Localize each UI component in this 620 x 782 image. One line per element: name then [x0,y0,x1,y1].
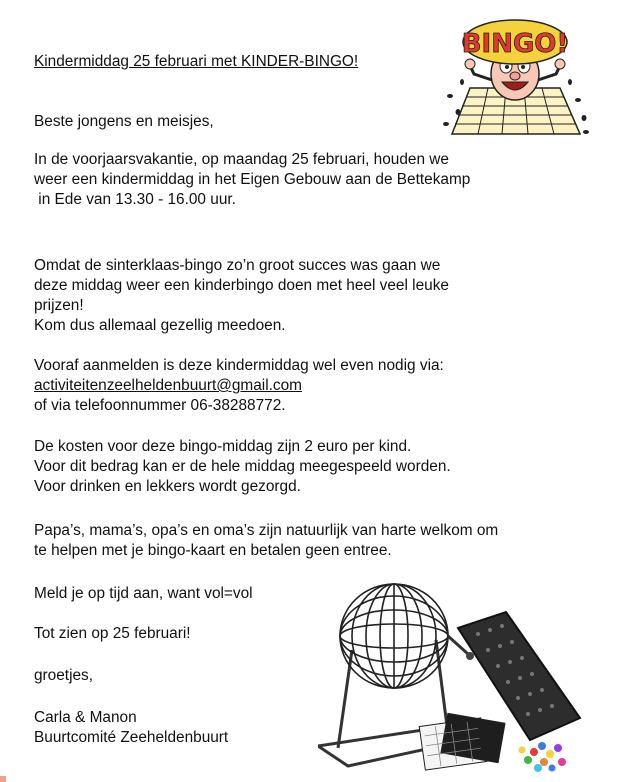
phone-line: of via telefoonnummer 06-38288772. [34,397,286,414]
bingo-cage-icon [318,570,610,778]
costs-line-3: Voor drinken en lekkers wordt gezorgd. [34,478,301,495]
corner-mark [0,776,6,782]
signup-line: Vooraf aanmelden is deze kindermiddag wel even nodig via: [34,357,444,374]
intro-line-1: In de voorjaarsvakantie, op maandag 25 februari, houden we [34,151,449,168]
bingo-mascot-icon [440,16,590,138]
greeting: Beste jongens en meisjes, [34,113,214,130]
bingo-cards-icon [419,713,505,770]
intro-line-2: weer een kindermiddag in het Eigen Gebouw aan de Bettekamp [34,171,471,188]
parents-line-1: Papa’s, mama’s, opa’s en oma’s zijn natuurlijk van harte welkom om [34,522,499,539]
para2-line-2: deze middag weer een kinderbingo doen met heel veel leuke [34,277,449,294]
costs-line-2: Voor dit bedrag kan er de hele middag meegespeeld worden. [34,458,451,475]
svg-text:BINGO!: BINGO! [461,29,569,59]
heading: Kindermiddag 25 februari met KINDER-BINGO! [34,53,359,70]
email-link[interactable]: activiteitenzeelheldenbuurt@gmail.com [34,377,302,394]
parents-line-2: te helpen met je bingo-kaart en betalen geen entree. [34,542,392,559]
closing: groetjes, [34,667,94,684]
intro-line-3: in Ede van 13.30 - 16.00 uur. [34,191,236,208]
para2-line-1: Omdat de sinterklaas-bingo zo’n groot succes was gaan we [34,257,441,274]
para2-line-4: Kom dus allemaal gezellig meedoen. [34,317,286,334]
costs-line-1: De kosten voor deze bingo-middag zijn 2 euro per kind. [34,438,412,455]
signature-line-1: Carla & Manon [34,709,137,726]
para2-line-3: prijzen! [34,297,84,314]
reminder: Meld je op tijd aan, want vol=vol [34,585,253,602]
see-you: Tot zien op 25 februari! [34,625,191,642]
signature-line-2: Buurtcomité Zeeheldenbuurt [34,729,229,746]
